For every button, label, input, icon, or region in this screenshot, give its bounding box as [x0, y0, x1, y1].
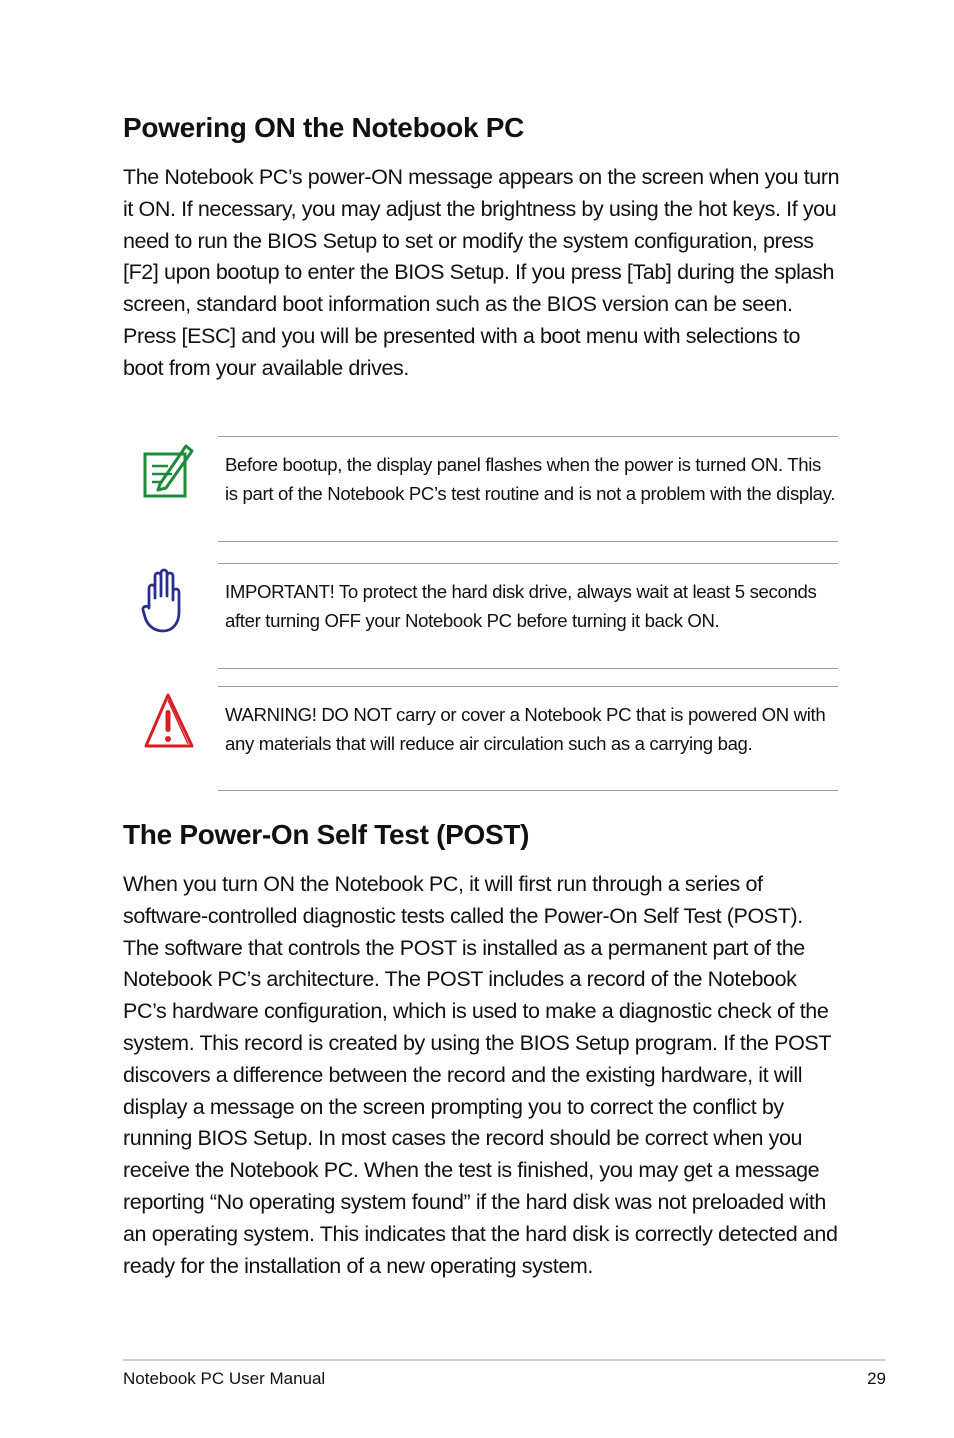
hand-icon: [140, 568, 190, 641]
footer-divider: [123, 1359, 886, 1361]
page-number: 29: [867, 1369, 886, 1388]
warning-text: WARNING! DO NOT carry or cover a Notebook PC that is powered ON with any materials that will reduce air circulation such as a carrying bag.: [225, 704, 826, 754]
section-title-powering-on: Powering ON the Notebook PC: [123, 112, 525, 143]
important-text: IMPORTANT! To protect the hard disk drive, always wait at least 5 seconds after turning OFF your Notebook PC before turning it back ON.: [225, 581, 817, 631]
section-body-post: When you turn ON the Notebook PC, it will first run through a series of software-controlled diagnostic tests called the Power-On Self Test (POST). The software that controls the POST is installed as a permanent part of the Notebook PC’s architecture. The POST includes a record of the Notebook PC’s hardware configuration, which is used to make a diagnostic check of the system. This record is created by using the BIOS Setup program. If the POST discovers a difference between the record and the existing hardware, it will display a message on the screen prompting you to correct the conflict by running BIOS Setup. In most cases the record should be correct when you receive the Notebook PC. When the test is finished, you may get a message reporting “No operating system found” if the hard disk was not preloaded with an operating system. This indicates that the hard disk is correctly detected and ready for the installation of a new operating system.: [123, 872, 838, 1278]
warning-box: [218, 686, 838, 791]
note-text: Before bootup, the display panel flashes when the power is turned ON. This is part of the Notebook PC’s test routine and is not a problem with the display.: [225, 454, 836, 504]
section-body-powering-on: The Notebook PC’s power-ON message appears on the screen when you turn it ON. If necessary, you may adjust the brightness by using the hot keys. If you need to run the BIOS Setup to set or modify the system configuration, press [F2] upon bootup to enter the BIOS Setup. If you press [Tab] during the splash screen, standard boot information such as the BIOS version can be seen. Press [ESC] and you will be presented with a boot menu with selections to boot from your available drives.: [123, 165, 840, 380]
section-title-post: The Power-On Self Test (POST): [123, 819, 530, 850]
note-icon: [142, 442, 194, 505]
important-box: [218, 563, 838, 669]
warning-icon: [141, 692, 195, 757]
footer-title: Notebook PC User Manual: [123, 1369, 326, 1388]
note-box: [218, 436, 838, 542]
